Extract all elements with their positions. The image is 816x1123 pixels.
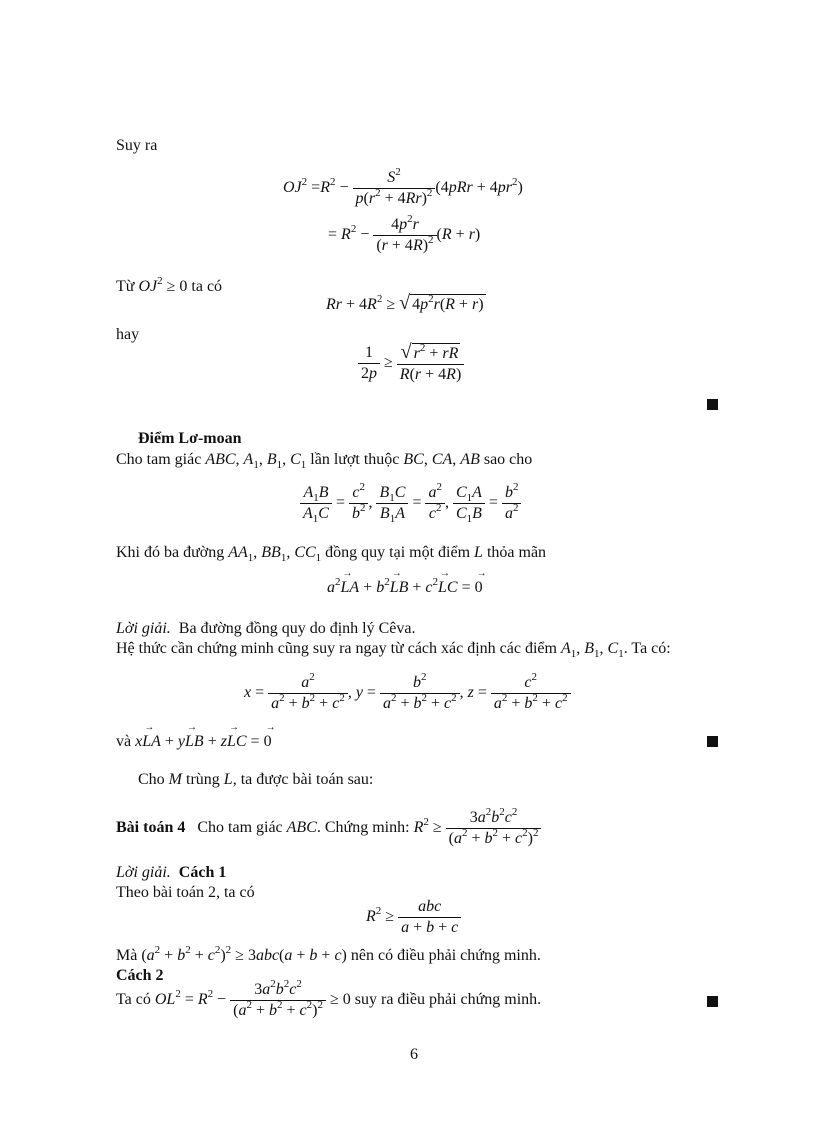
text-loi-giai-cach-1: Lời giải. Cách 1 xyxy=(116,864,227,881)
text-ta-co-ol: Ta có $OL^2 = R^2$ − $\frac{3a^2b^2c^2}{(a^2 + b^2 + c^2)^2}$ ≥ 0 suy ra điều phải chứng minh. xyxy=(116,978,542,1019)
text-theo-bai-toan-2: Theo bài toán 2, ta có xyxy=(116,884,255,901)
section-title-lemoine: Điểm Lơ-moan xyxy=(138,430,242,447)
text-va-vector: và x→ LA + y→ LB + z→ LC = → 0 xyxy=(116,733,272,751)
equation-vector-lemoine: $a^2\to$ LA + $b^2\to$ LB + $c^2\to$ LC = → 0 xyxy=(327,579,483,597)
text-intro-triangle: Cho tam giác ABC, $A_1$, $B_1$, $C_1$ lần lượt thuộc BC, CA, AB sao cho xyxy=(116,451,533,471)
equation-r-squared-abc: $R^2$ ≥ $\frac{\text{abc}}{a + b + c}$ xyxy=(366,897,461,938)
equation-inequality-sqrt: $Rr + 4R^2$ ≥ √ $4p^2r(R + r)$ xyxy=(326,292,484,314)
text-khi-do: Khi đó ba đường $AA_1$, $BB_1$, $CC_1$ đồng quy tại một điểm L thỏa mãn xyxy=(116,544,547,564)
equation-xyz: x = $\frac{a^2}{a^2 + b^2 + c^2}$ , y = $\frac{b^2}{a^2 + b^2 + c^2}$ , z = $\frac{c^2}{a^2 + b^2 + c^2}$ xyxy=(244,673,571,714)
text-suy-ra: Suy ra xyxy=(116,137,158,154)
problem-4-statement: Bài toán 4 Cho tam giác ABC. Chứng minh: $R^2$ ≥ $\frac{3a^2b^2c^2}{(a^2 + b^2 + c^2)^2}$ xyxy=(116,808,541,849)
equation-one-over-2p: $\frac{1}{2p}$ ≥ $\frac{√ r^2 + rR}{R(r + 4R)}$ xyxy=(358,342,464,385)
text-tu-oj: Từ $OJ^2 \ge 0$ ta có xyxy=(116,275,223,295)
text-cho-m-trung-l: Cho M trùng L, ta được bài toán sau: xyxy=(138,771,374,788)
equation-ratios: $\frac{A_1B}{A_1C}$ = $\frac{c^2}{b^2}$ , $\frac{B_1C}{B_1A}$ = $\frac{a^2}{c^2}$ , $\frac{C_1A}{C_1B}$ = $\frac{b^2}{a^2}$ xyxy=(300,483,521,524)
text-hay: hay xyxy=(116,326,140,343)
text-loi-giai-1: Lời giải. Ba đường đồng quy do định lý Cêva. xyxy=(116,620,416,637)
page-number: 6 xyxy=(410,1046,418,1063)
qed-square-3 xyxy=(707,996,718,1007)
text-cach-2: Cách 2 xyxy=(116,967,164,984)
text-ma-inequality: Mà $(a^2 + b^2 + c^2)^2 \ge 3abc(a + b + c)$ nên có điều phải chứng minh. xyxy=(116,944,541,964)
qed-square-2 xyxy=(707,736,718,747)
qed-square-1 xyxy=(707,399,718,410)
text-he-thuc: Hệ thức cần chứng minh cũng suy ra ngay từ cách xác định các điểm $A_1$, $B_1$, $C_1$. Ta có: xyxy=(116,640,671,660)
equation-oj-squared-1: $OJ^2 =R^2$ − $\frac{S^2}{p(r^2 + 4Rr)^2}$ $(4pRr + 4pr^2)$ xyxy=(283,166,523,207)
equation-oj-squared-2: = $R^2$ − $\frac{4p^2r}{(r + 4R)^2}$ (R + r) xyxy=(328,213,481,254)
